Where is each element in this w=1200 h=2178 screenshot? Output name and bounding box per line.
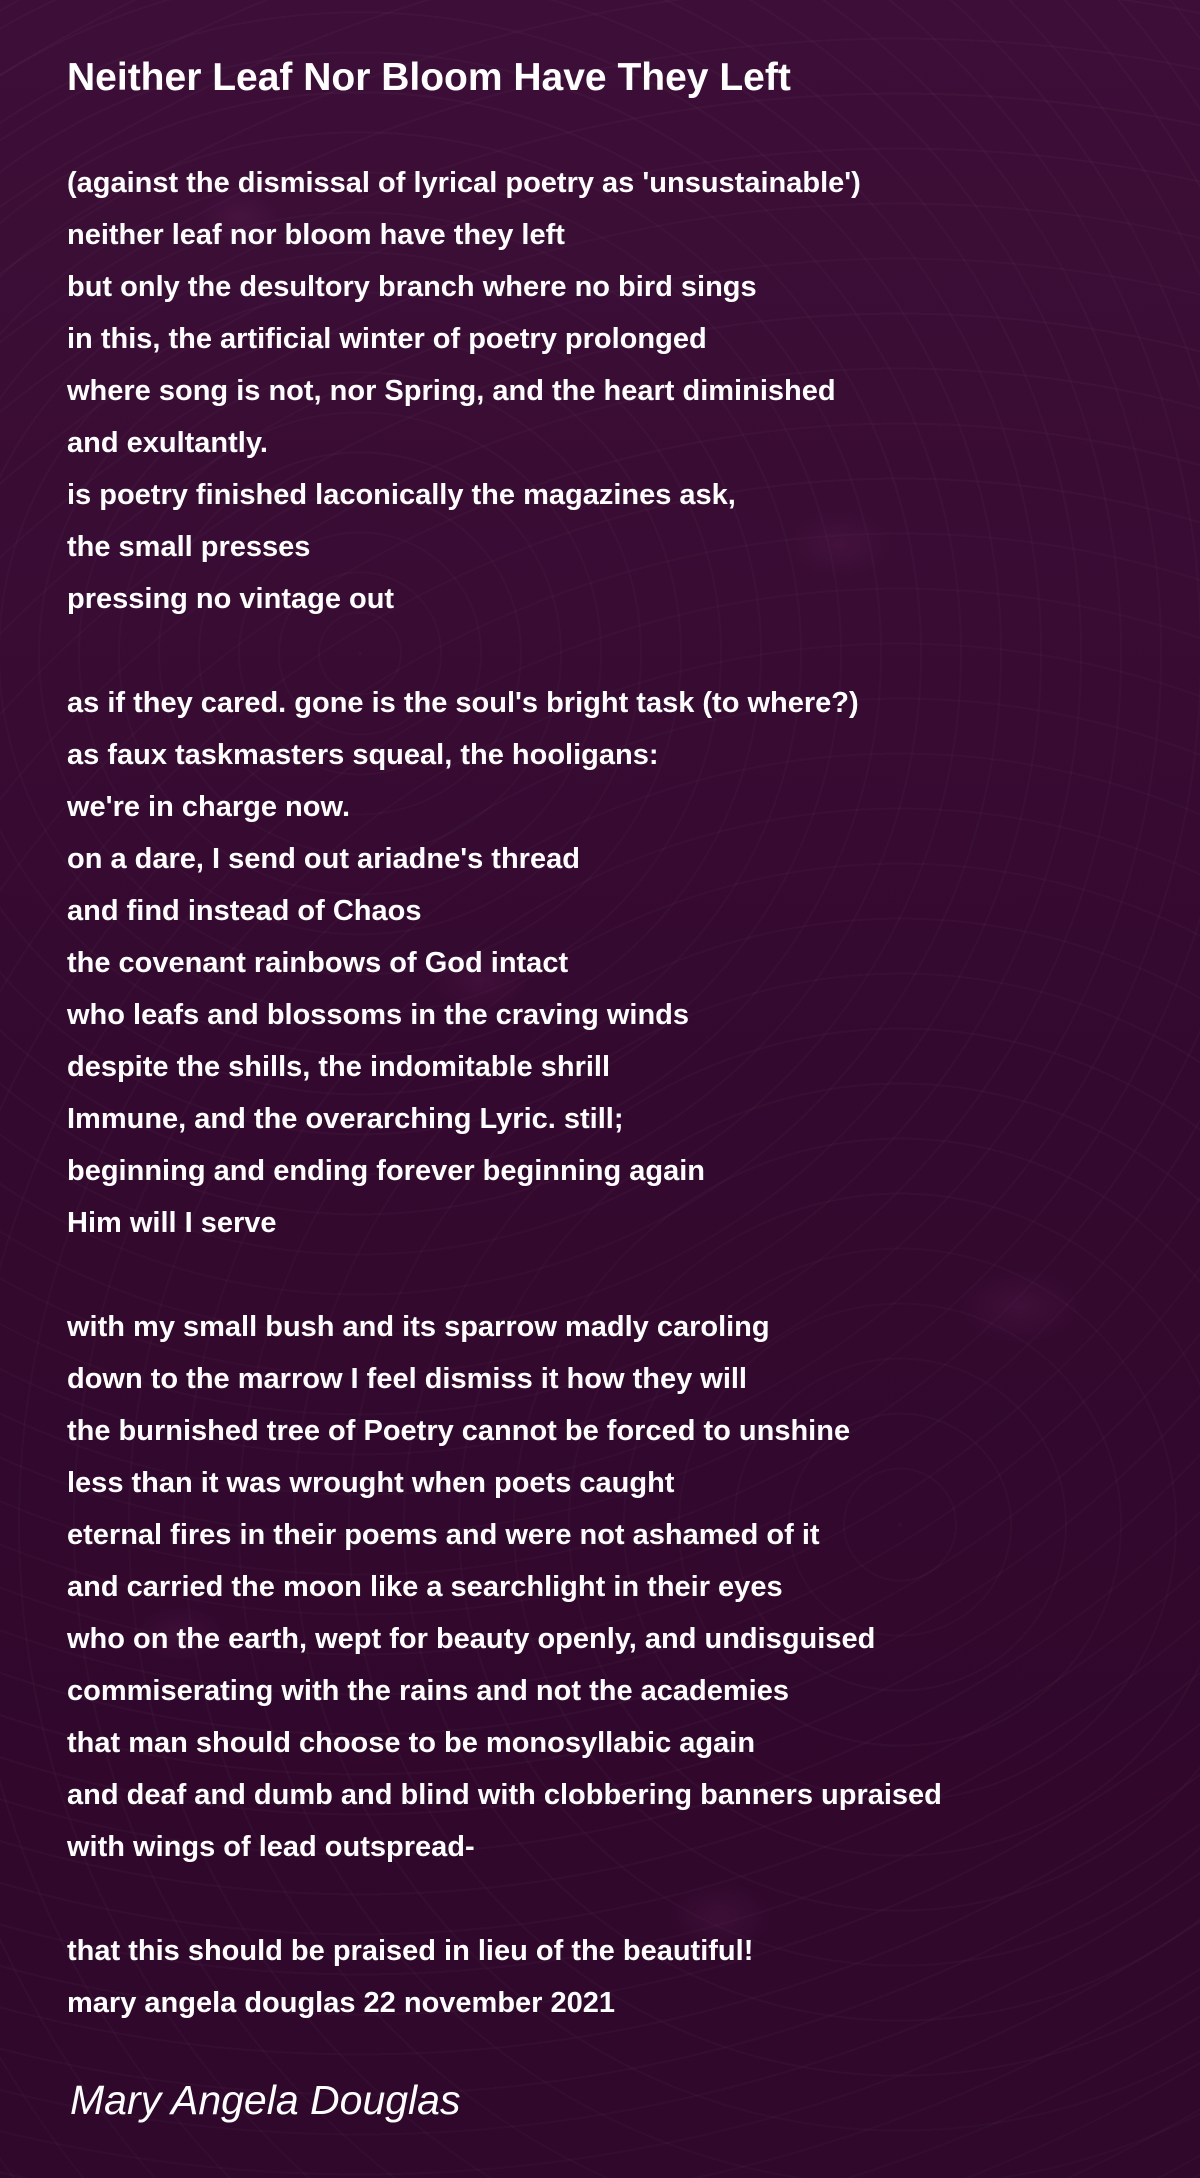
poem-line: who on the earth, wept for beauty openly, and undisguised: [67, 1623, 876, 1655]
stanza-break: [67, 625, 942, 677]
poem-author: Mary Angela Douglas: [70, 2077, 461, 2123]
poem-line: with my small bush and its sparrow madly caroling: [67, 1311, 770, 1343]
poem-line: despite the shills, the indomitable shrill: [67, 1051, 611, 1083]
poem-line: down to the marrow I feel dismiss it how they will: [67, 1363, 747, 1395]
poem-line: and deaf and dumb and blind with clobbering banners upraised: [67, 1779, 942, 1811]
poem-line: but only the desultory branch where no bird sings: [67, 271, 757, 303]
poem-line: and carried the moon like a searchlight in their eyes: [67, 1571, 783, 1603]
poem-line: the burnished tree of Poetry cannot be forced to unshine: [67, 1415, 851, 1447]
poem-line: that this should be praised in lieu of the beautiful!: [67, 1935, 754, 1967]
poem-line: on a dare, I send out ariadne's thread: [67, 843, 580, 875]
poem-line: commiserating with the rains and not the academies: [67, 1675, 789, 1707]
poem-line: that man should choose to be monosyllabic again: [67, 1727, 756, 1759]
stanza-break: [67, 1249, 942, 1301]
poem-line: we're in charge now.: [67, 791, 351, 823]
poem-line: (against the dismissal of lyrical poetry as 'unsustainable'): [67, 167, 861, 199]
poem-line: eternal fires in their poems and were not ashamed of it: [67, 1519, 820, 1551]
poem-line: beginning and ending forever beginning again: [67, 1155, 706, 1187]
poem-line: is poetry finished laconically the magazines ask,: [67, 479, 736, 511]
poem-line: and exultantly.: [67, 427, 268, 459]
poem-line: and find instead of Chaos: [67, 895, 422, 927]
poem-line: the covenant rainbows of God intact: [67, 947, 569, 979]
poem-line: who leafs and blossoms in the craving winds: [67, 999, 690, 1031]
poem-line: as faux taskmasters squeal, the hooligans:: [67, 739, 659, 771]
poem-line: Him will I serve: [67, 1207, 277, 1239]
poem-line: in this, the artificial winter of poetry prolonged: [67, 323, 707, 355]
poem-line: where song is not, nor Spring, and the heart diminished: [67, 375, 836, 407]
poem-line: mary angela douglas 22 november 2021: [67, 1987, 616, 2019]
stanza-break: [67, 1873, 942, 1925]
poem-line: the small presses: [67, 531, 311, 563]
poem-line: less than it was wrought when poets caught: [67, 1467, 675, 1499]
poem-title: Neither Leaf Nor Bloom Have They Left: [67, 56, 791, 99]
poem-line: pressing no vintage out: [67, 583, 395, 615]
poem-line: neither leaf nor bloom have they left: [67, 219, 565, 251]
poem-line: as if they cared. gone is the soul's bright task (to where?): [67, 687, 859, 719]
poem-body: [67, 157, 942, 2029]
poem-line: Immune, and the overarching Lyric. still;: [67, 1103, 624, 1135]
poem-line: with wings of lead outspread-: [67, 1831, 475, 1863]
